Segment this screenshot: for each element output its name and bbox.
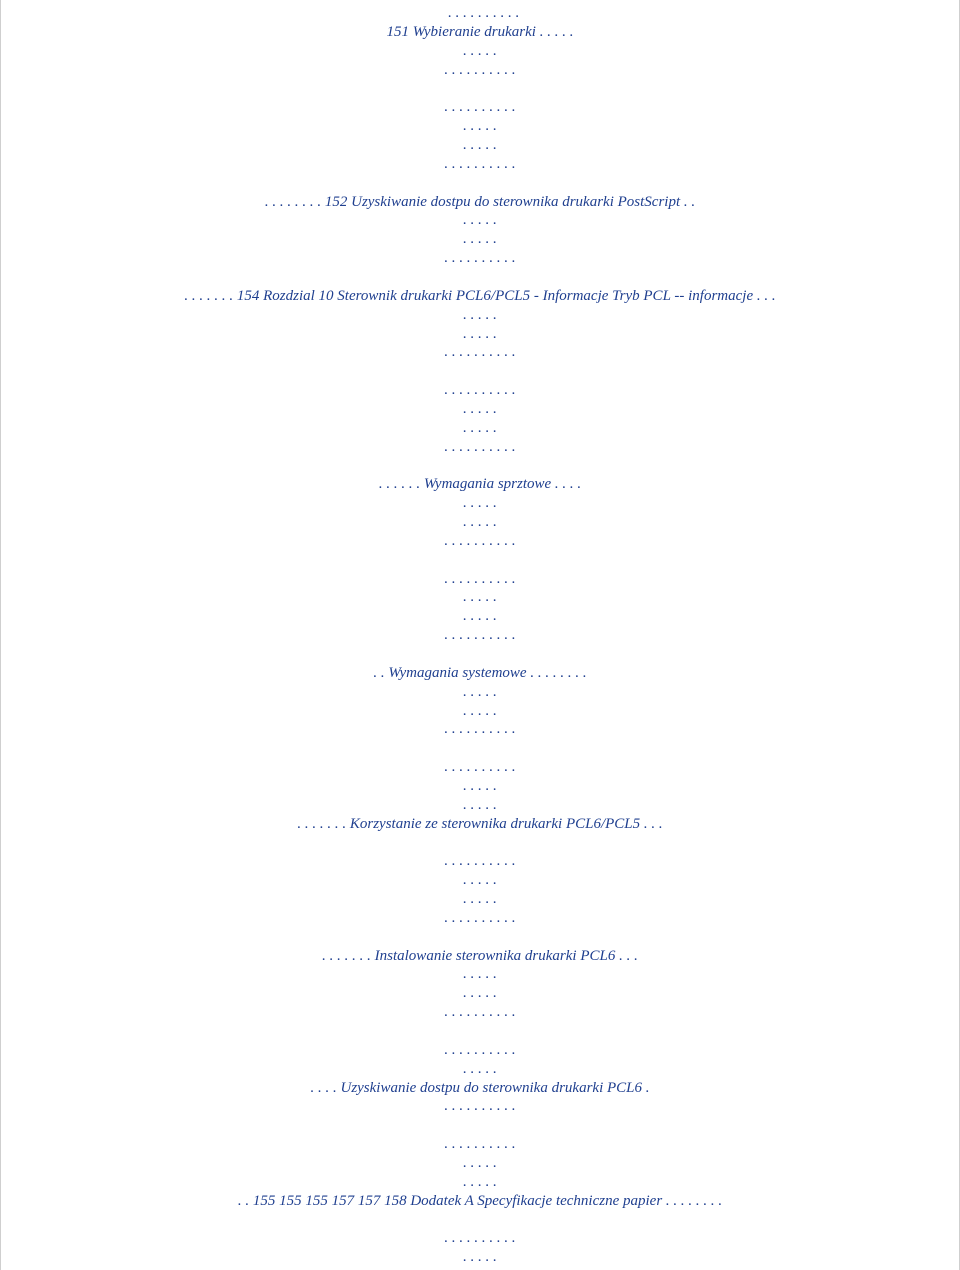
- toc-line: . . . . .: [463, 872, 497, 889]
- toc-line: . . . . .: [463, 796, 497, 813]
- toc-line: . . . . . . . . . .: [444, 721, 516, 738]
- toc-line: . . . . .: [463, 1154, 497, 1171]
- toc-line: [0, 456, 960, 475]
- toc-line: [0, 928, 960, 947]
- toc-line: . . . . . . Wymagania sprztowe . . . .: [378, 476, 582, 493]
- toc-line: . . . . .: [463, 231, 497, 248]
- toc-line: . . . . . . . . . .: [444, 853, 516, 870]
- toc-line: [0, 1210, 960, 1229]
- toc-line: . . . . . . . . . .: [444, 759, 516, 775]
- toc-line: . . . . . . . . . .: [444, 1004, 516, 1021]
- toc-line: . . . . .: [463, 306, 497, 323]
- toc-line: . . . . .: [463, 137, 497, 153]
- toc-line: . . . . . . . 154 Rozdzial 10 Sterownik drukarki PCL6/PCL5 - Informacje Tryb PCL -- informacje . . .: [184, 287, 776, 304]
- toc-line: [0, 79, 960, 98]
- toc-line: . . . . .: [463, 1060, 497, 1077]
- toc-line: [0, 645, 960, 664]
- toc-line: . . . . . . . . . .: [444, 438, 516, 455]
- toc-line: . . Wymagania systemowe . . . . . . . .: [373, 664, 587, 681]
- toc-line: . . . . . . . Korzystanie ze sterownika drukarki PCL6/PCL5 . . .: [297, 815, 663, 832]
- toc-line: [0, 833, 960, 852]
- toc-line: . . . . .: [463, 400, 497, 417]
- toc-line: . . . . . . . . . .: [444, 250, 516, 267]
- toc-line: . . . . .: [463, 325, 497, 342]
- toc-line: . . . . .: [463, 495, 497, 512]
- toc-line: . . . . . . . . . .: [444, 909, 516, 926]
- toc-line: . . . . .: [463, 1249, 497, 1266]
- toc-line: . . . . . . . . . .: [444, 344, 516, 361]
- toc-line: . . . . .: [463, 777, 497, 794]
- toc-line: . . . . .: [463, 589, 497, 606]
- toc-line: [0, 739, 960, 758]
- toc-line: . . . . .: [463, 419, 497, 436]
- toc-line: . . . . .: [463, 212, 497, 229]
- toc-line: . . . . . . . . . .: [444, 61, 516, 78]
- toc-line: . . . . .: [463, 966, 497, 983]
- toc-line: . . . . .: [463, 118, 497, 135]
- toc-line: [0, 174, 960, 193]
- toc-line: [0, 362, 960, 381]
- toc-line: . . . . .: [463, 683, 497, 700]
- toc-line: [0, 268, 960, 287]
- toc-line: . . . . . . . . . .: [440, 5, 520, 21]
- toc-line: . . . . . . . . . .: [444, 1098, 516, 1115]
- toc-line: . . . . .: [463, 42, 497, 59]
- toc-line: . . . . .: [463, 985, 497, 1002]
- toc-line: . . . . Uzyskiwanie dostpu do sterownika drukarki PCL6 .: [310, 1079, 650, 1096]
- toc-line: . . . . . . . . . .: [444, 155, 516, 172]
- toc-line: . . . . . . . . . .: [444, 627, 516, 644]
- toc-line: . . . . .: [463, 608, 497, 625]
- toc-line: . . . . . . . . . .: [444, 532, 516, 549]
- toc-line: . . . . . . . . . .: [444, 1136, 516, 1152]
- toc-line: . . . . . . . . . .: [444, 1230, 516, 1247]
- toc-line: . . . . .: [463, 702, 497, 719]
- toc-line: . . . . . . . . . .: [444, 570, 516, 587]
- toc-line: . . . . .: [463, 1173, 497, 1190]
- toc-line: . . . . . . . Instalowanie sterownika drukarki PCL6 . . .: [322, 947, 638, 964]
- toc-line: . . 155 155 155 157 157 158 Dodatek A Specyfikacje techniczne papier . . . . . . . .: [237, 1192, 723, 1209]
- toc-line: . . . . .: [463, 891, 497, 907]
- toc-line: . . . . .: [463, 514, 497, 530]
- toc-line: [0, 1022, 960, 1041]
- toc-line: . . . . . . . . . .: [444, 382, 516, 398]
- toc-line: . . . . . . . . . .: [444, 1041, 516, 1058]
- toc-line: [0, 551, 960, 570]
- toc-line: [0, 1116, 960, 1135]
- toc-line: 151 Wybieranie drukarki . . . . .: [386, 23, 574, 40]
- toc-line: . . . . . . . . 152 Uzyskiwanie dostpu do sterownika drukarki PostScript . .: [264, 193, 696, 210]
- toc-line: . . . . . . . . . .: [444, 99, 516, 116]
